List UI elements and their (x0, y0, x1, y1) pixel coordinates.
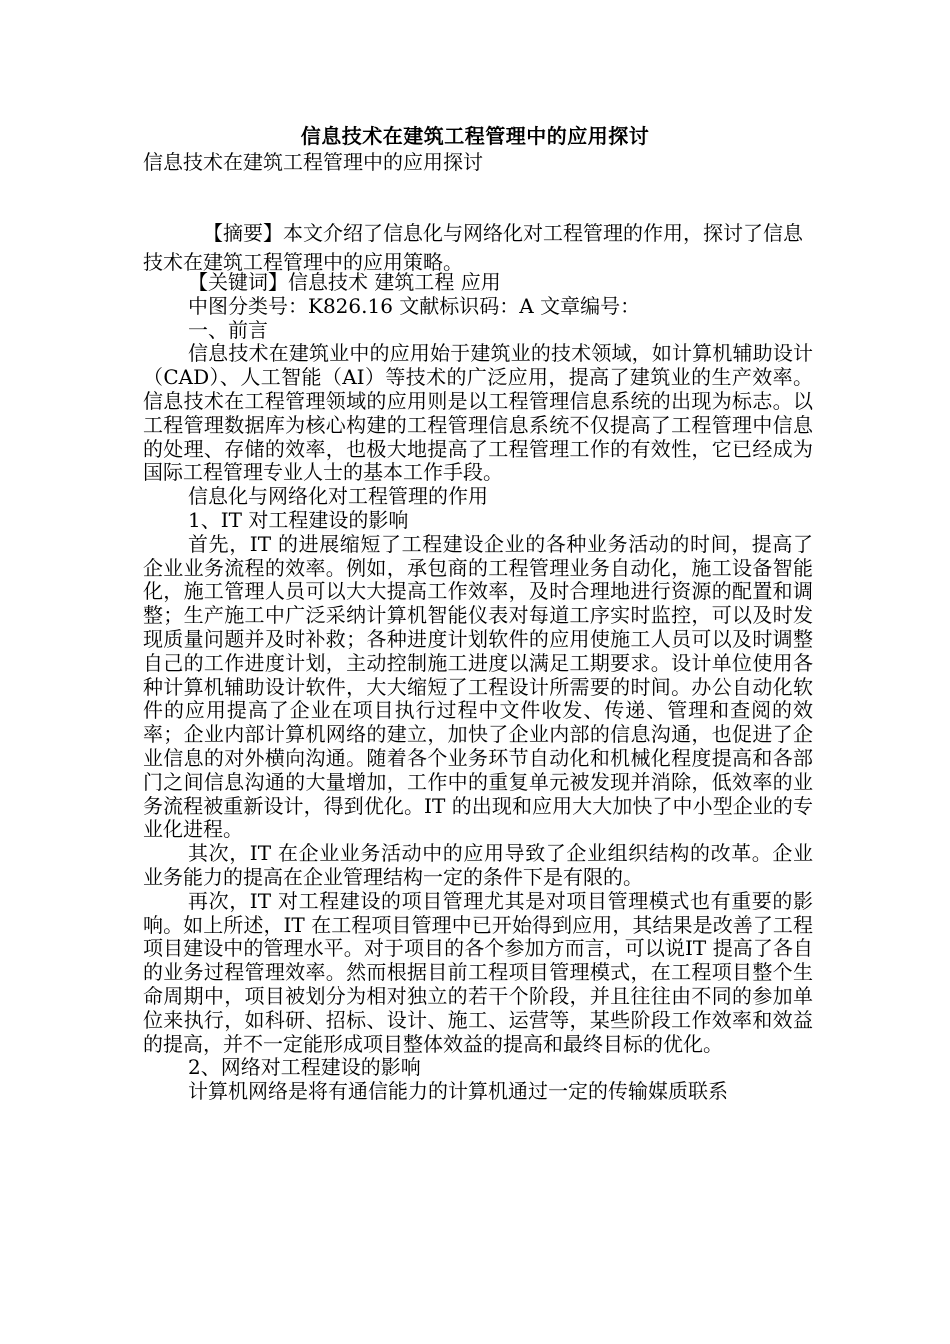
section-heading-role: 信息化与网络化对工程管理的作用 (188, 484, 488, 509)
document-subtitle: 信息技术在建筑工程管理中的应用探讨 (143, 150, 483, 174)
paragraph-preface: 信息技术在建筑业中的应用始于建筑业的技术领域，如计算机辅助设计（CAD）、人工智能（AI）等技术的广泛应用，提高了建筑业的生产效率。信息技术在工程管理领域的应用则是以工程管理信息系统的出现为标志。以工程管理数据库为核心构建的工程管理信息系统不仅提高了工程管理中信息的处理、存储的效率，也极大地提高了工程管理工作的有效性，它已经成为国际工程管理专业人士的基本工作手段。 (143, 341, 813, 485)
paragraph-first: 首先，IT 的进展缩短了工程建设企业的各种业务活动的时间，提高了企业业务流程的效率。例如，承包商的工程管理业务自动化，施工设备智能化，施工管理人员可以大大提高工作效率，及时合理地进行资源的配置和调整；生产施工中广泛采纳计算机智能仪表对每道工序实时监控，可以及时发现质量问题并及时补救；各种进度计划软件的应用使施工人员可以及时调整自己的工作进度计划，主动控制施工进度以满足工期要求。设计单位使用各种计算机辅助设计软件，大大缩短了工程设计所需要的时间。办公自动化软件的应用提高了企业在项目执行过程中文件收发、传递、管理和查阅的效率；企业内部计算机网络的建立，加快了企业内部的信息沟通，也促进了企业信息的对外横向沟通。随着各个业务环节自动化和机械化程度提高和各部门之间信息沟通的大量增加，工作中的重复单元被发现并消除，低效率的业务流程被重新设计，得到优化。IT 的出现和应用大大加快了中小型企业的专业化进程。 (143, 531, 813, 842)
section-heading-preface: 一、前言 (188, 317, 268, 342)
document-body (143, 271, 813, 1104)
abstract-paragraph: 【摘要】本文介绍了信息化与网络化对工程管理的作用，探讨了信息技术在建筑工程管理中的应用策略。 (143, 221, 803, 274)
section-heading-network: 2、网络对工程建设的影响 (188, 1055, 421, 1080)
classification-line: 中图分类号：K826.16 文献标识码：A 文章编号： (188, 293, 641, 318)
keywords-line: 【关键词】信息技术 建筑工程 应用 (188, 270, 501, 294)
section-heading-it: 1、IT 对工程建设的影响 (188, 507, 409, 532)
document-title: 信息技术在建筑工程管理中的应用探讨 (300, 124, 650, 148)
paragraph-second: 其次，IT 在企业业务活动中的应用导致了企业组织结构的改革。企业业务能力的提高在企业管理结构一定的条件下是有限的。 (143, 841, 813, 889)
paragraph-third: 再次，IT 对工程建设的项目管理尤其是对项目管理模式也有重要的影响。如上所述，IT 在工程项目管理中已开始得到应用，其结果是改善了工程项目建设中的管理水平。对于项目的各个参加方而言，可以说IT 提高了各自的业务过程管理效率。然而根据目前工程项目管理模式，在工程项目整个生命周期中，项目被划分为相对独立的若干个阶段，并且往往由不同的参加单位来执行，如科研、招标、设计、施工、运营等，某些阶段工作效率和效益的提高，并不一定能形成项目整体效益的提高和最终目标的优化。 (143, 888, 813, 1056)
paragraph-network: 计算机网络是将有通信能力的计算机通过一定的传输媒质联系 (188, 1079, 728, 1104)
